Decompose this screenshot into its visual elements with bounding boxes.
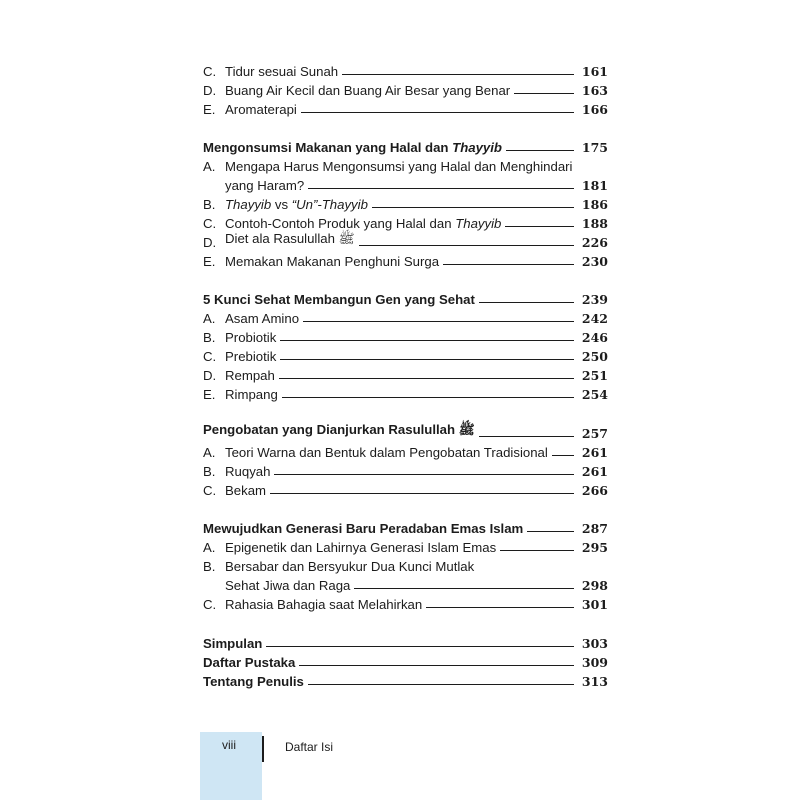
leader-line: [505, 226, 574, 227]
page-number: 301: [581, 597, 608, 612]
page-number: 188: [581, 216, 608, 231]
toc-chapter[interactable]: [203, 669, 608, 689]
entry-title: Asam Amino: [225, 311, 300, 326]
leader-line: [514, 93, 574, 94]
page-number: 181: [581, 178, 608, 193]
leader-line: [270, 493, 574, 494]
entry-title: Probiotik: [225, 330, 277, 345]
page-number: 226: [581, 235, 608, 250]
chapter-title: Mengonsumsi Makanan yang Halal dan Thayyib: [203, 140, 502, 155]
entry-title: Rimpang: [225, 387, 278, 402]
entry-title: Bekam: [225, 483, 267, 498]
page-number: 251: [581, 368, 608, 383]
entry-title: Tidur sesuai Sunah: [225, 64, 339, 79]
chapter-title: Tentang Penulis: [203, 674, 304, 689]
entry-title: Rahasia Bahagia saat Melahirkan: [225, 597, 423, 612]
leader-line: [552, 455, 574, 456]
leader-line: [282, 397, 574, 398]
entry-title: Aromaterapi: [225, 102, 297, 117]
leader-line: [479, 436, 574, 437]
page-number: 250: [581, 349, 608, 364]
page-number: 257: [581, 426, 608, 441]
page-number: 246: [581, 330, 608, 345]
toc-chapter[interactable]: [203, 631, 608, 651]
toc-entry[interactable]: B. Bersabar dan Bersyukur Dua Kunci Mutlak: [203, 559, 475, 574]
page-number: 309: [581, 655, 608, 670]
toc-entry[interactable]: A. Asam Amino 242: [203, 311, 608, 326]
toc-entry[interactable]: D. Diet ala Rasulullah ﷺ 226: [203, 231, 608, 250]
leader-line: [527, 531, 574, 532]
chapter-title: 5 Kunci Sehat Membangun Gen yang Sehat: [203, 292, 475, 307]
leader-line: [500, 550, 574, 551]
toc-entry[interactable]: E. Memakan Makanan Penghuni Surga 230: [203, 254, 608, 269]
leader-line: [299, 665, 574, 666]
toc-entry[interactable]: C. Tidur sesuai Sunah 161: [203, 64, 608, 79]
toc-entry[interactable]: B. Ruqyah 261: [203, 464, 608, 479]
entry-title: Diet ala Rasulullah ﷺ: [225, 231, 355, 246]
chapter-title: Daftar Pustaka: [203, 655, 296, 670]
leader-line: [308, 188, 574, 189]
toc-entry[interactable]: D. Buang Air Kecil dan Buang Air Besar yang Benar 163: [203, 83, 608, 98]
chapter-title: Pengobatan yang Dianjurkan Rasulullah ﷺ: [203, 422, 475, 437]
toc-chapter[interactable]: [203, 135, 608, 155]
toc-entry[interactable]: B. Probiotik 246: [203, 330, 608, 345]
toc-entry[interactable]: E. Aromaterapi 166: [203, 102, 608, 117]
toc-entry-continued[interactable]: [225, 573, 608, 593]
toc-entry[interactable]: C. Rahasia Bahagia saat Melahirkan 301: [203, 597, 608, 612]
leader-line: [443, 264, 574, 265]
page-number: 163: [581, 83, 608, 98]
entry-title: Ruqyah: [225, 464, 271, 479]
page-number: 298: [581, 578, 608, 593]
page-number: 295: [581, 540, 608, 555]
entry-title: Mengapa Harus Mengonsumsi yang Halal dan Menghindari: [225, 159, 573, 174]
page-number: 239: [581, 292, 608, 307]
toc-entry[interactable]: C. Bekam 266: [203, 483, 608, 498]
page-number: 287: [581, 521, 608, 536]
page-number: 313: [581, 674, 608, 689]
toc-entry[interactable]: A. Mengapa Harus Mengonsumsi yang Halal dan Menghindari: [203, 159, 573, 174]
entry-title: Teori Warna dan Bentuk dalam Pengobatan Tradisional: [225, 445, 548, 460]
leader-line: [479, 302, 574, 303]
chapter-title: Simpulan: [203, 636, 263, 651]
leader-line: [279, 378, 574, 379]
toc-chapter[interactable]: [203, 421, 608, 441]
page-number: 242: [581, 311, 608, 326]
leader-line: [354, 588, 574, 589]
footer-section-label: Daftar Isi: [285, 740, 334, 754]
toc-chapter[interactable]: [203, 287, 608, 307]
entry-title: Epigenetik dan Lahirnya Generasi Islam Emas: [225, 540, 497, 555]
footer-page-number: viii: [222, 738, 236, 752]
leader-line: [280, 359, 574, 360]
chapter-title: Mewujudkan Generasi Baru Peradaban Emas Islam: [203, 521, 524, 536]
toc-entry[interactable]: E. Rimpang 254: [203, 387, 608, 402]
toc-chapter[interactable]: [203, 516, 608, 536]
page-number: 254: [581, 387, 608, 402]
page-number: 261: [581, 464, 608, 479]
leader-line: [280, 340, 574, 341]
toc-chapter[interactable]: [203, 650, 608, 670]
leader-line: [426, 607, 574, 608]
page-number: 230: [581, 254, 608, 269]
page-number: 186: [581, 197, 608, 212]
page-number: 266: [581, 483, 608, 498]
page-number: 166: [581, 102, 608, 117]
toc-entry[interactable]: C. Prebiotik 250: [203, 349, 608, 364]
page-number: 303: [581, 636, 608, 651]
page-number: 261: [581, 445, 608, 460]
leader-line: [308, 684, 574, 685]
entry-title-cont: Sehat Jiwa dan Raga: [225, 578, 351, 593]
leader-line: [274, 474, 574, 475]
entry-title: Thayyib vs “Un”-Thayyib: [225, 197, 368, 212]
toc-entry-continued[interactable]: [225, 173, 608, 193]
leader-line: [303, 321, 574, 322]
leader-line: [372, 207, 574, 208]
footer-divider: [262, 736, 264, 762]
page-number: 161: [581, 64, 608, 79]
toc-entry[interactable]: A. Epigenetik dan Lahirnya Generasi Islam Emas 295: [203, 540, 608, 555]
entry-title: Bersabar dan Bersyukur Dua Kunci Mutlak: [225, 559, 475, 574]
toc-entry[interactable]: B. Thayyib vs “Un”-Thayyib 186: [203, 197, 608, 212]
entry-title: Memakan Makanan Penghuni Surga: [225, 254, 440, 269]
entry-title: Contoh-Contoh Produk yang Halal dan Thayyib: [225, 216, 502, 231]
entry-title: Rempah: [225, 368, 275, 383]
leader-line: [342, 74, 574, 75]
entry-title-cont: yang Haram?: [225, 178, 305, 193]
toc-entry[interactable]: C. Contoh-Contoh Produk yang Halal dan Thayyib 188: [203, 216, 608, 231]
leader-line: [359, 245, 574, 246]
toc-entry[interactable]: A. Teori Warna dan Bentuk dalam Pengobatan Tradisional 261: [203, 445, 608, 460]
leader-line: [266, 646, 574, 647]
entry-title: Buang Air Kecil dan Buang Air Besar yang Benar: [225, 83, 511, 98]
leader-line: [506, 150, 574, 151]
entry-title: Prebiotik: [225, 349, 277, 364]
leader-line: [301, 112, 574, 113]
page-number: 175: [581, 140, 608, 155]
toc-entry[interactable]: D. Rempah 251: [203, 368, 608, 383]
